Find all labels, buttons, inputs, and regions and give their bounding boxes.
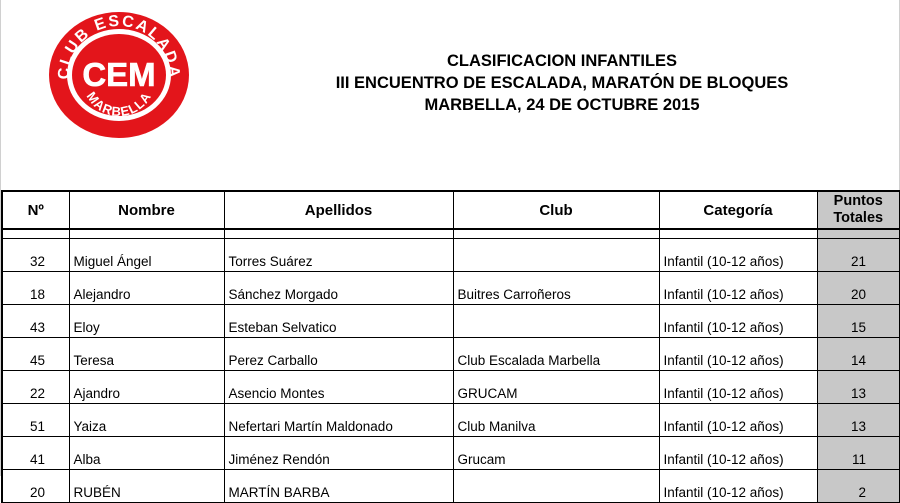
table-row [2,437,900,470]
cell-club [453,305,659,338]
cell-apellidos: Perez Carballo [224,338,453,371]
column-header-apellidos: Apellidos [224,191,453,229]
cell-num: 32 [2,239,69,272]
logo-top-text: CLUB ESCALADA [55,12,183,80]
cell-nombre: Yaiza [69,404,224,437]
cell-categoria: Infantil (10-12 años) [659,470,817,503]
cell-puntos: 15 [817,305,900,338]
cell-num: 51 [2,404,69,437]
document-title [262,50,862,116]
column-header-nombre: Nombre [69,191,224,229]
cell-nombre: Teresa [69,338,224,371]
cell-apellidos: MARTÍN BARBA [224,470,453,503]
cell-categoria: Infantil (10-12 años) [659,272,817,305]
club-logo [47,10,191,140]
cell-num: 43 [2,305,69,338]
table-row [2,272,900,305]
cell-num: 22 [2,371,69,404]
results-table [1,190,900,503]
cell-club: GRUCAM [453,371,659,404]
puntos-label-line2: Totales [833,210,884,226]
cell-club: Buitres Carroñeros [453,272,659,305]
cell-club: Club Manilva [453,404,659,437]
cell-club: Club Escalada Marbella [453,338,659,371]
cell-apellidos: Torres Suárez [224,239,453,272]
column-header-puntos [817,191,900,229]
cell-categoria: Infantil (10-12 años) [659,371,817,404]
cell-categoria: Infantil (10-12 años) [659,437,817,470]
spacer-cell [659,229,817,239]
cell-categoria: Infantil (10-12 años) [659,404,817,437]
table-row [2,338,900,371]
spacer-row [2,229,900,239]
spacer-cell [817,229,900,239]
cell-nombre: Miguel Ángel [69,239,224,272]
column-header-num: Nº [2,191,69,229]
cell-nombre: RUBÉN [69,470,224,503]
table-header [2,191,900,229]
spacer-cell [224,229,453,239]
cell-apellidos: Nefertari Martín Maldonado [224,404,453,437]
logo-bottom-text: MARBELLA [83,88,155,120]
spacer-cell [69,229,224,239]
cell-club [453,239,659,272]
title-line-1: CLASIFICACION INFANTILES [446,52,678,70]
title-line-2: III ENCUENTRO DE ESCALADA, MARATÓN DE BLOQUES [335,74,789,92]
cell-categoria: Infantil (10-12 años) [659,338,817,371]
table-row [2,239,900,272]
column-header-categoria: Categoría [659,191,817,229]
cell-nombre: Eloy [69,305,224,338]
cell-categoria: Infantil (10-12 años) [659,239,817,272]
cell-puntos: 2 [817,470,900,503]
cell-categoria: Infantil (10-12 años) [659,305,817,338]
table-row [2,470,900,503]
logo-center-text: CEM [82,56,156,93]
cell-apellidos: Esteban Selvatico [224,305,453,338]
cell-num: 20 [2,470,69,503]
cell-puntos: 14 [817,338,900,371]
puntos-label-line1: Puntos [833,193,883,209]
cell-nombre: Ajandro [69,371,224,404]
cell-puntos: 13 [817,371,900,404]
cell-apellidos: Sánchez Morgado [224,272,453,305]
cell-num: 45 [2,338,69,371]
cell-nombre: Alba [69,437,224,470]
cell-puntos: 13 [817,404,900,437]
cell-apellidos: Jiménez Rendón [224,437,453,470]
cell-nombre: Alejandro [69,272,224,305]
cell-num: 41 [2,437,69,470]
table-body [2,229,900,503]
table-row [2,404,900,437]
cell-apellidos: Asencio Montes [224,371,453,404]
column-header-club: Club [453,191,659,229]
title-line-3: MARBELLA, 24 DE OCTUBRE 2015 [424,96,700,114]
cell-club: Grucam [453,437,659,470]
table-row [2,305,900,338]
table-row [2,371,900,404]
spacer-cell [2,229,69,239]
cell-puntos: 11 [817,437,900,470]
cell-club [453,470,659,503]
cell-puntos: 21 [817,239,900,272]
cell-num: 18 [2,272,69,305]
spacer-cell [453,229,659,239]
cell-puntos: 20 [817,272,900,305]
